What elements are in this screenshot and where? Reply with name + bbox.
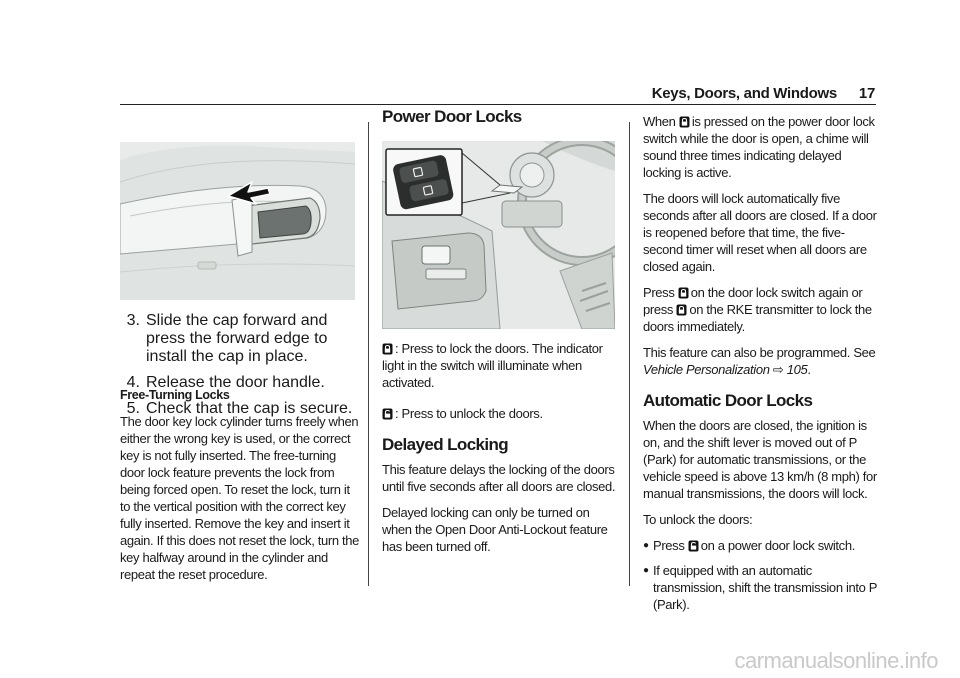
text-fragment: on the door lock switch again or press: [643, 285, 863, 317]
bullet-text: If equipped with an automatic transmission, shift the transmission into P (Park).: [653, 563, 877, 612]
step-number: 4.: [126, 374, 140, 391]
door-handle-svg: [120, 142, 355, 300]
text-fragment: .: [807, 362, 811, 377]
step-number: 5.: [126, 400, 140, 417]
lock-icon: [678, 287, 689, 299]
delayed-locking-p1: This feature delays the locking of the doors until five seconds after all doors are closed.: [382, 462, 616, 494]
text-fragment: on a power door lock switch.: [700, 538, 855, 553]
header-rule: [120, 104, 876, 105]
lock-text: : Press to lock the doors. The indicator light in the switch will illuminate when activated.: [382, 341, 603, 390]
bullet-item-1: [643, 537, 878, 554]
unlock-description: [382, 405, 618, 422]
text-fragment: Press: [643, 285, 675, 300]
page-ref-arrow-icon: ⇨: [772, 362, 784, 377]
text-fragment: When: [643, 114, 676, 129]
delayed-locking-p2: Delayed locking can only be turned on when the Open Door Anti-Lockout feature has been turned off.: [382, 505, 608, 554]
door-handle-cap-illustration: [120, 142, 355, 300]
power-door-locks-section: [382, 108, 616, 125]
text-fragment: is pressed on the power door lock switch while the door is open, a chime will sound three times indicating delayed locking is active.: [643, 114, 875, 180]
power-door-locks-heading: Power Door Locks: [382, 107, 522, 126]
lock-icon: [679, 116, 690, 128]
column-divider-1: [368, 122, 369, 586]
step-text: Release the door handle.: [146, 374, 325, 391]
step-number: 3.: [126, 312, 140, 329]
automatic-door-locks-heading: Automatic Door Locks: [643, 391, 813, 410]
lock-description: [382, 340, 618, 391]
col3-p2: The doors will lock automatically five seconds after all doors are closed. If a door is reopened before that time, the five-second timer will reset when all doors are closed again.: [643, 191, 877, 274]
col3-p4: [643, 344, 878, 378]
column-divider-2: [629, 122, 630, 586]
door-interior-svg: [382, 141, 615, 329]
free-turning-heading: Free-Turning Locks: [120, 388, 230, 402]
page-ref-number[interactable]: 105: [786, 362, 808, 377]
step-3: [120, 312, 360, 366]
step-text: Check that the cap is secure.: [146, 400, 353, 417]
running-header: [620, 80, 875, 102]
unlock-intro: To unlock the doors:: [643, 512, 753, 527]
free-turning-text: The door key lock cylinder turns freely when either the wrong key is used, or the correct key is not fully inserted. The free-turning door lock feature prevents the lock from being forced open. To reset the lock, turn it to the vertical position with the correct key fully inserted. Remove the key and insert it again. If this does not reset the lock, turn the key halfway around in the cylinder and repeat the reset procedure.: [120, 414, 360, 582]
lock-icon: [382, 343, 393, 355]
watermark-footer: carmanualsonline.info: [734, 648, 938, 673]
unlock-icon: [382, 408, 393, 420]
bullet-text: [653, 537, 855, 554]
lock-unlock-descriptions: [382, 340, 618, 564]
automatic-door-locks-text: When the doors are closed, the ignition is on, and the shift lever is moved out of P (Park) for automatic transmissions, or the vehicle speed is above 13 km/h (8 mph) for manual transmissions, the doors will lock.: [643, 418, 877, 501]
free-turning-locks-section: [120, 387, 360, 592]
col3-p3: [643, 284, 878, 335]
text-fragment: This feature can also be programmed. See: [643, 345, 876, 360]
vehicle-personalization-link[interactable]: Vehicle Personalization: [643, 362, 770, 377]
delayed-locking-continued: [643, 113, 878, 621]
bullet-item-2: [643, 562, 878, 613]
delayed-locking-heading: Delayed Locking: [382, 435, 509, 454]
header-section: Keys, Doors, and Windows: [651, 85, 837, 102]
text-fragment: Press: [653, 538, 685, 553]
text-fragment: on the RKE transmitter to lock the doors immediately.: [643, 302, 872, 334]
unlock-icon: [688, 540, 699, 552]
unlock-text: : Press to unlock the doors.: [395, 406, 543, 421]
col3-p1: [643, 113, 878, 181]
door-lock-switch-illustration: [382, 141, 615, 329]
bullet-dot-icon: ●: [643, 565, 649, 576]
lock-icon: [676, 304, 687, 316]
step-text: Slide the cap forward and press the forward edge to install the cap in place.: [146, 312, 328, 365]
page-number: 17: [858, 85, 875, 102]
bullet-dot-icon: ●: [643, 540, 649, 551]
